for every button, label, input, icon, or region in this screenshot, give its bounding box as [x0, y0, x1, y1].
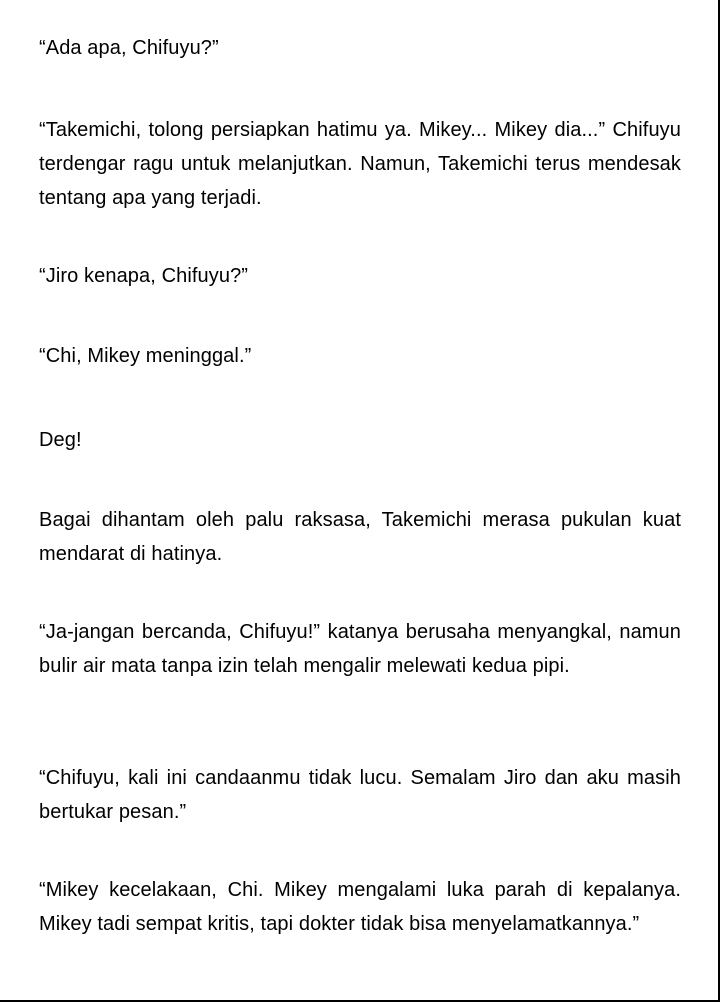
- paragraph-5: Deg!: [39, 429, 82, 451]
- paragraph-7: “Ja-jangan bercanda, Chifuyu!” katanya berusaha menyangkal, namun bulir air mata tanpa izin telah mengalir melewati kedua pipi.: [39, 621, 681, 677]
- paragraph-2: “Takemichi, tolong persiapkan hatimu ya. Mikey... Mikey dia...” Chifuyu terdengar ragu untuk melanjutkan. Namun, Takemichi terus mendesak tentang apa yang terjadi.: [39, 119, 681, 209]
- paragraph-1: “Ada apa, Chifuyu?”: [39, 37, 219, 59]
- paragraph-8: “Chifuyu, kali ini candaanmu tidak lucu. Semalam Jiro dan aku masih bertukar pesan.”: [39, 767, 681, 823]
- paragraph-9: “Mikey kecelakaan, Chi. Mikey mengalami luka parah di kepalanya. Mikey tadi sempat kritis, tapi dokter tidak bisa menyelamatkannya.”: [39, 879, 681, 935]
- paragraph-3: “Jiro kenapa, Chifuyu?”: [39, 265, 249, 287]
- paragraph-6: Bagai dihantam oleh palu raksasa, Takemichi merasa pukulan kuat mendarat di hatinya.: [39, 509, 681, 565]
- paragraph-4: “Chi, Mikey meninggal.”: [39, 345, 252, 367]
